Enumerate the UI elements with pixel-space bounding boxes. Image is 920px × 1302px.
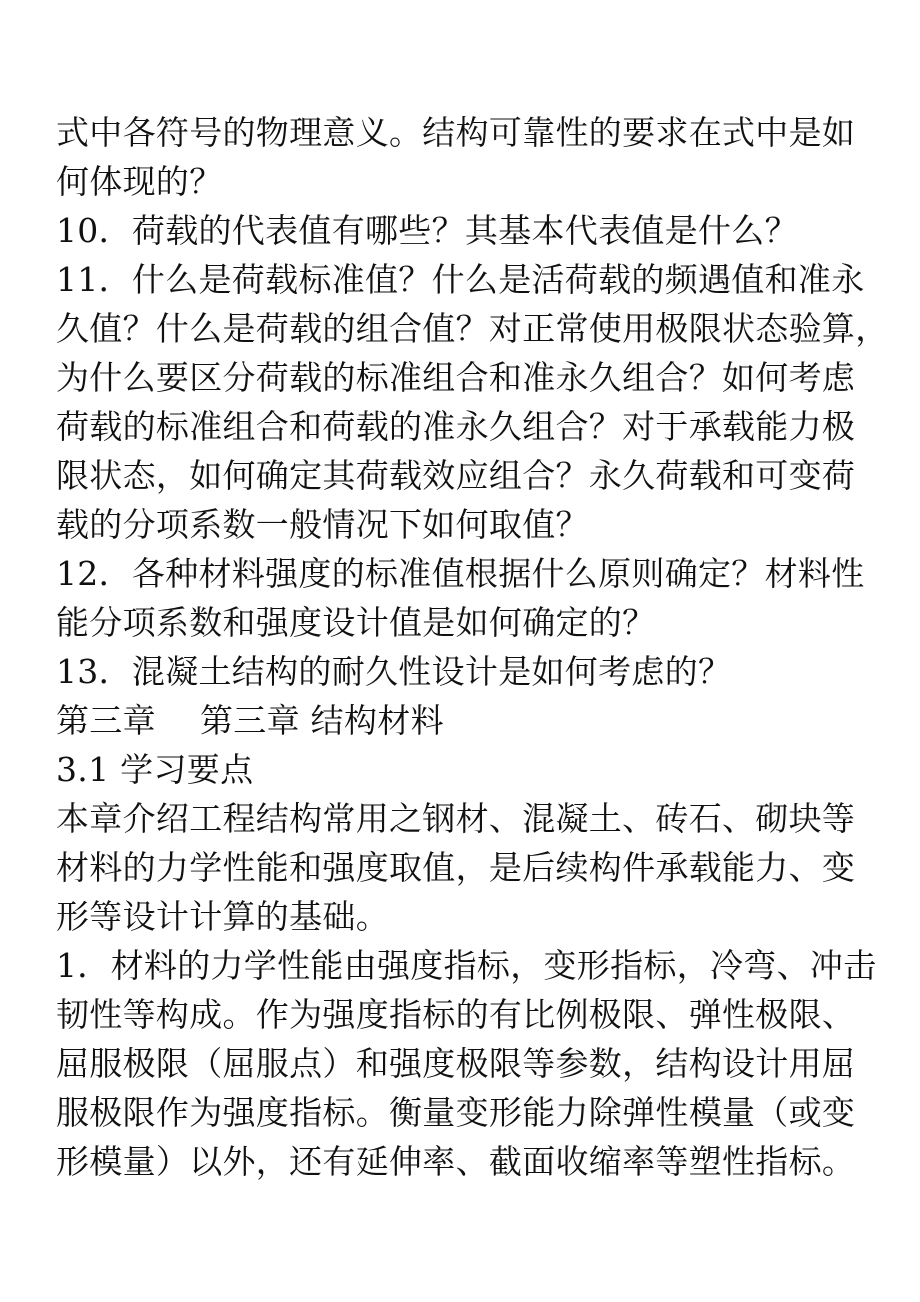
question-12: 12．各种材料强度的标准值根据什么原则确定？材料性 xyxy=(56,554,865,593)
question-13: 13．混凝土结构的耐久性设计是如何考虑的？ xyxy=(56,652,732,691)
text-line: 形模量）以外，还有延伸率、截面收缩率等塑性指标。 xyxy=(56,1142,856,1181)
text-line: 材料的力学性能和强度取值，是后续构件承载能力、变 xyxy=(56,848,856,887)
question-10: 10．荷载的代表值有哪些？其基本代表值是什么？ xyxy=(56,211,798,250)
question-11: 11．什么是荷载标准值？什么是活荷载的频遇值和准永 xyxy=(56,260,865,299)
point-1: 1．材料的力学性能由强度指标，变形指标，冷弯、冲击 xyxy=(56,946,877,985)
text-line: 何体现的？ xyxy=(56,162,223,201)
text-line: 限状态，如何确定其荷载效应组合？永久荷载和可变荷 xyxy=(56,456,856,495)
text-line: 本章介绍工程结构常用之钢材、混凝土、砖石、砌块等 xyxy=(56,799,856,838)
text-line: 为什么要区分荷载的标准组合和准永久组合？如何考虑 xyxy=(56,358,856,397)
chapter-heading: 第三章 第三章 结构材料 xyxy=(56,701,444,740)
document-body xyxy=(56,108,889,1186)
text-line: 久值？什么是荷载的组合值？对正常使用极限状态验算， xyxy=(56,309,889,348)
text-line: 能分项系数和强度设计值是如何确定的？ xyxy=(56,603,656,642)
text-line: 式中各符号的物理意义。结构可靠性的要求在式中是如 xyxy=(56,113,856,152)
text-line: 形等设计计算的基础。 xyxy=(56,897,389,936)
section-heading: 3.1 学习要点 xyxy=(56,750,254,789)
text-line: 韧性等构成。作为强度指标的有比例极限、弹性极限、 xyxy=(56,995,856,1034)
text-line: 荷载的标准组合和荷载的准永久组合？对于承载能力极 xyxy=(56,407,856,446)
text-line: 载的分项系数一般情况下如何取值？ xyxy=(56,505,589,544)
text-line: 屈服极限（屈服点）和强度极限等参数，结构设计用屈 xyxy=(56,1044,856,1083)
text-line: 服极限作为强度指标。衡量变形能力除弹性模量（或变 xyxy=(56,1093,856,1132)
